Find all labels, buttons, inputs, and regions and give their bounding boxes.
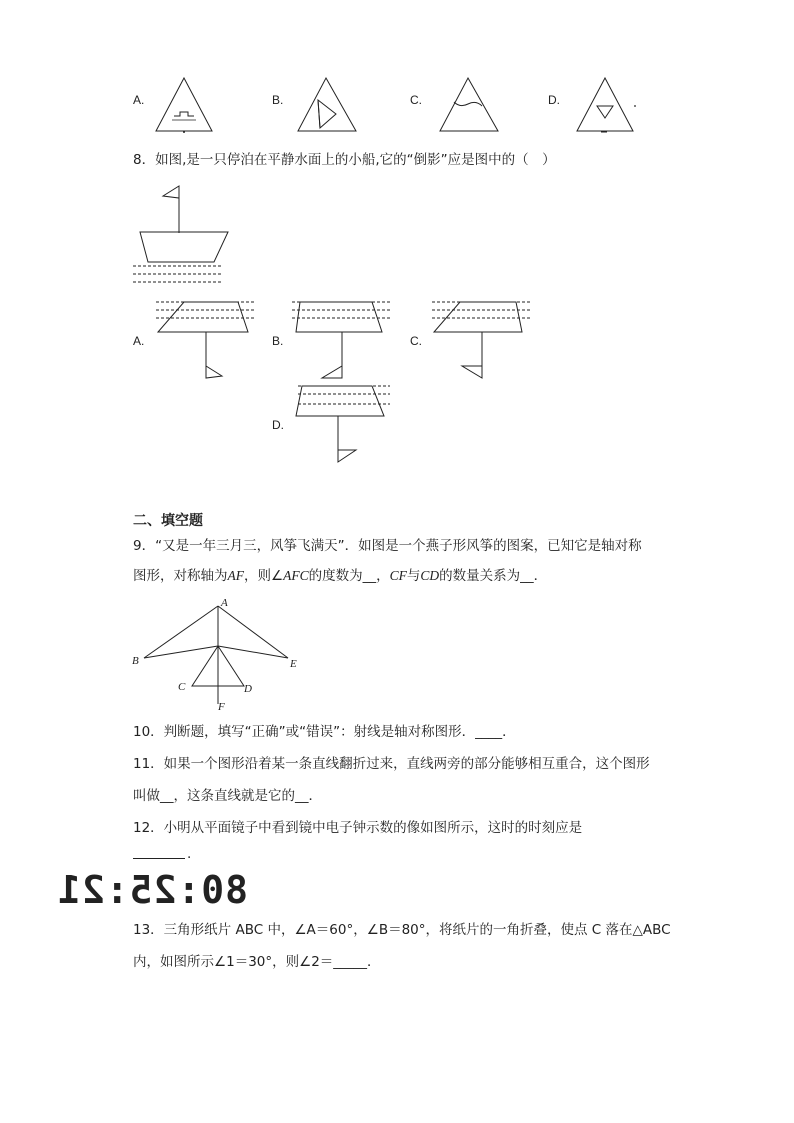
q8-option-a-figure — [154, 298, 256, 380]
q8-question: 8．如图,是一只停泊在平静水面上的小船,它的“倒影”应是图中的（ ） — [133, 152, 556, 168]
q9-kite-figure — [130, 594, 310, 712]
section-heading: 二、填空题 — [133, 513, 203, 529]
q9-axis: AF — [227, 568, 244, 583]
q8-option-d-label: D. — [272, 418, 284, 432]
q7-option-c-label: C. — [410, 93, 422, 107]
q13-text-line1: 13．三角形纸片 ABC 中，∠A＝60°，∠B＝80°，将纸片的一角折叠，使点 C 落在△ABC — [133, 922, 671, 938]
q7-option-b-label: B. — [272, 93, 284, 107]
q9-seg1: CF — [389, 568, 407, 583]
q12-period: . — [187, 846, 192, 862]
q7-option-a-figure — [154, 76, 214, 134]
q10-text: 10．判断题，填写“正确”或“错误”：射线是轴对称图形．____． — [133, 724, 516, 740]
q9-text-line2 — [133, 566, 547, 586]
q8-option-c-figure — [430, 298, 532, 380]
q9-label-a: A — [221, 597, 228, 609]
q7-option-d-figure — [575, 76, 641, 134]
q9-label-b: B — [132, 655, 139, 667]
q7-option-b-figure — [296, 76, 358, 134]
q11-text-line1: 11．如果一个图形沿着某一条直线翻折过来，直线两旁的部分能够相互重合，这个图形 — [133, 756, 650, 772]
q8-option-d-figure — [292, 382, 394, 464]
q9-text-line1: 9．“又是一年三月三，风筝飞满天”．如图是一个燕子形风筝的图案，已知它是轴对称 — [133, 538, 642, 554]
q8-option-b-figure — [290, 298, 392, 380]
q8-option-c-label: C. — [410, 334, 422, 348]
q9-label-d: D — [244, 683, 252, 695]
q9-line2-suffix: 的数量关系为__． — [439, 568, 548, 584]
q9-label-f: F — [218, 701, 225, 713]
q9-line2-prefix: 图形，对称轴为 — [133, 568, 228, 584]
q9-label-e: E — [290, 658, 297, 670]
q7-option-c-figure — [438, 76, 500, 134]
q8-boat-figure — [130, 184, 230, 284]
q8-option-b-label: B. — [272, 334, 284, 348]
q12-mirrored-clock: 80:25:21 — [56, 868, 248, 912]
q12-text-line1: 12．小明从平面镜子中看到镜中电子钟示数的像如图所示，这时的时刻应是 — [133, 820, 583, 836]
q9-line2-mid3: 与 — [406, 568, 421, 584]
q11-text-line2: 叫做__，这条直线就是它的__． — [133, 788, 322, 804]
q9-seg2: CD — [420, 568, 440, 583]
q12-answer-blank — [133, 846, 185, 859]
q9-line2-mid: ，则∠ — [244, 568, 284, 584]
q13-text-line2: 内，如图所示∠1＝30°，则∠2＝_____． — [133, 954, 381, 970]
q7-option-d-label: D. — [548, 93, 560, 107]
q9-angle: AFC — [283, 568, 309, 583]
q8-option-a-label: A. — [133, 334, 145, 348]
q9-line2-mid2: 的度数为__， — [308, 568, 390, 584]
q9-label-c: C — [178, 681, 186, 693]
q7-option-a-label: A. — [133, 93, 145, 107]
